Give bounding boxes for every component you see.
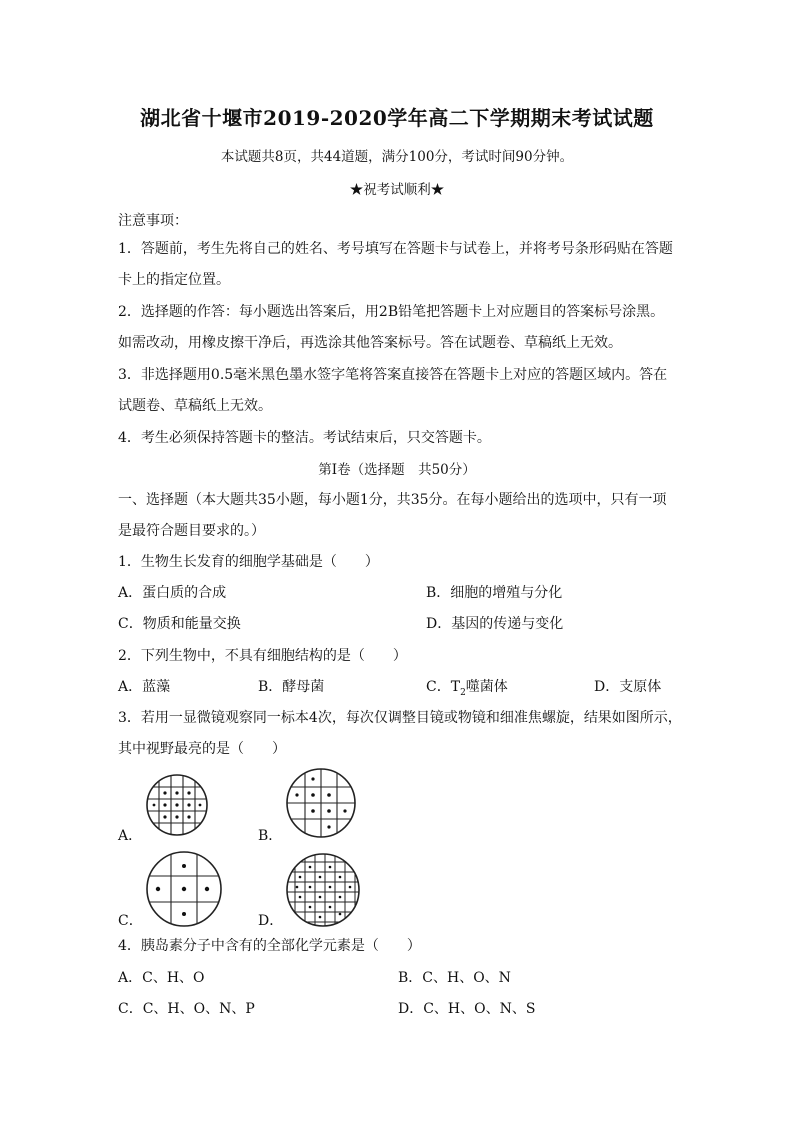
- microscope-view-b-figure: [285, 767, 357, 839]
- question-4-option-d: D．C、H、O、N、S: [398, 1001, 536, 1017]
- question-1-option-a: A．蛋白质的合成: [118, 585, 227, 601]
- notice-line: 4．考生必须保持答题卡的整洁。考试结束后，只交答题卡。: [118, 430, 491, 446]
- exam-subtitle: 本试题共8页，共44道题，满分100分，考试时间90分钟。: [220, 149, 574, 165]
- microscope-view-c-figure: [145, 850, 223, 928]
- question-3-option-a: A．: [118, 828, 143, 844]
- notice-line: 1．答题前，考生先将自己的姓名、考号填写在答题卡与试卷上，并将考号条形码贴在答题: [118, 241, 673, 257]
- notice-line: 试题卷、草稿纸上无效。: [118, 398, 272, 414]
- section-heading: 第Ⅰ卷（选择题 共50分）: [318, 462, 476, 478]
- question-1-option-b: B．细胞的增殖与分化: [426, 585, 563, 601]
- question-4-stem: 4．胰岛素分子中含有的全部化学元素是（ ）: [118, 938, 421, 954]
- question-4-option-a: A．C、H、O: [118, 970, 205, 986]
- part-intro-line: 是最符合题目要求的。）: [118, 523, 265, 539]
- question-1-option-d: D．基因的传递与变化: [426, 616, 564, 632]
- good-luck-line: ★祝考试顺利★: [349, 182, 445, 198]
- question-1-stem: 1．生物生长发育的细胞学基础是（ ）: [118, 554, 379, 570]
- question-2-option-d: D．支原体: [594, 679, 662, 695]
- exam-title: 湖北省十堰市2019-2020学年高二下学期期末考试试题: [140, 106, 654, 130]
- question-3-stem-line-1: 3．若用一显微镜观察同一标本4次，每次仅调整目镜或物镜和细准焦螺旋，结果如图所示，: [118, 710, 682, 726]
- microscope-view-a-figure: [145, 773, 209, 837]
- question-4-option-c: C．C、H、O、N、P: [118, 1001, 255, 1017]
- notice-line: 3．非选择题用0.5毫米黑色墨水签字笔将答案直接答在答题卡上对应的答题区域内。答在: [118, 367, 668, 383]
- question-2-option-c: [426, 676, 508, 698]
- notice-line: 如需改动，用橡皮擦干净后，再选涂其他答案标号。答在试题卷、草稿纸上无效。: [118, 335, 622, 351]
- question-2-stem: 2．下列生物中，不具有细胞结构的是（ ）: [118, 648, 407, 664]
- subscript-2: 2: [460, 687, 466, 698]
- notice-heading: 注意事项：: [118, 213, 188, 229]
- question-3-stem-line-2: 其中视野最亮的是（ ）: [118, 741, 286, 757]
- microscope-view-d-figure: [285, 852, 361, 928]
- question-3-option-d: D．: [258, 913, 284, 929]
- part-intro-line: 一、选择题（本大题共35小题，每小题1分，共35分。在每小题给出的选项中，只有一项: [118, 492, 667, 508]
- question-2-option-b: B．酵母菌: [258, 679, 325, 695]
- question-3-option-b: B．: [258, 828, 283, 844]
- question-4-option-b: B．C、H、O、N: [398, 970, 511, 986]
- question-3-option-c: C．: [118, 913, 143, 929]
- option-c-prefix: C．T: [426, 679, 461, 695]
- question-2-option-a: A．蓝藻: [118, 679, 171, 695]
- notice-line: 卡上的指定位置。: [118, 272, 230, 288]
- notice-line: 2．选择题的作答：每小题选出答案后，用2B铅笔把答题卡上对应题目的答案标号涂黑。: [118, 304, 665, 320]
- question-1-option-c: C．物质和能量交换: [118, 616, 241, 632]
- option-c-suffix: 噬菌体: [465, 679, 508, 695]
